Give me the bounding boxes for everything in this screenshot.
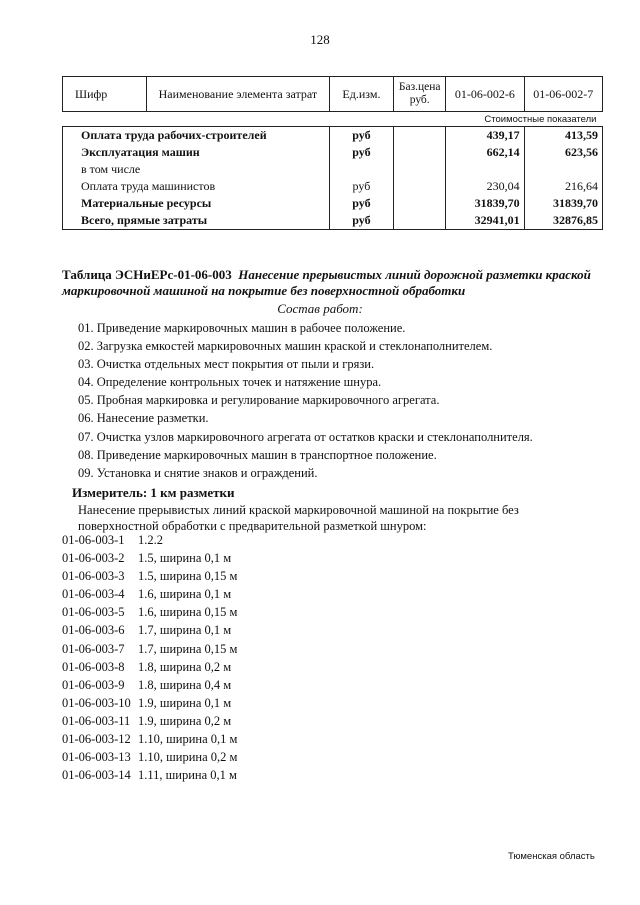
intro-text: Нанесение прерывистых линий краской маркировочной машиной на покрытие без поверхностной обработки с предварительной разметкой шнуром: xyxy=(78,503,519,533)
cell-name: Всего, прямые затраты xyxy=(63,212,330,230)
table-row xyxy=(63,161,603,178)
code-id: 01-06-003-3 xyxy=(62,569,125,584)
cell-value-2: 216,64 xyxy=(524,178,602,195)
code-row xyxy=(62,640,237,658)
code-desc: 1.10, ширина 0,1 м xyxy=(138,732,238,747)
cell-name: Эксплуатация машин xyxy=(63,144,330,161)
code-desc: 1.6, ширина 0,15 м xyxy=(138,605,238,620)
header-unit: Ед.изм. xyxy=(329,77,394,112)
code-row xyxy=(62,694,237,712)
code-id: 01-06-003-1 xyxy=(62,533,125,547)
code-row xyxy=(62,549,237,567)
table-row xyxy=(63,144,603,161)
code-desc: 1.7, ширина 0,1 м xyxy=(138,623,232,638)
code-desc: 1.8, ширина 0,4 м xyxy=(138,677,232,692)
operation-item: 04. Определение контрольных точек и натяжение шнура. xyxy=(78,375,382,390)
cell-name: Материальные ресурсы xyxy=(63,195,330,212)
operation-item: 01. Приведение маркировочных машин в рабочее положение. xyxy=(78,321,406,335)
operation-item: 02. Загрузка емкостей маркировочных машин краской и стеклонаполнителем. xyxy=(78,339,493,354)
code-desc: 1.7, ширина 0,15 м xyxy=(138,641,238,656)
cell-value-2: 32876,85 xyxy=(524,212,602,230)
code-id: 01-06-003-7 xyxy=(62,641,125,656)
table-row xyxy=(63,195,603,212)
operation-item: 09. Установка и снятие знаков и ограждений. xyxy=(78,465,318,480)
section-title-code: Таблица ЭСНиЕРс-01-06-003 xyxy=(62,267,232,282)
code-id: 01-06-003-14 xyxy=(62,768,131,783)
cell-base-price xyxy=(394,144,446,161)
code-row xyxy=(62,621,237,639)
code-row xyxy=(62,766,237,784)
table-row xyxy=(63,178,603,195)
table-header-row xyxy=(63,77,603,112)
code-row xyxy=(62,676,237,694)
code-desc: 1.11, ширина 0,1 м xyxy=(138,768,237,783)
cell-unit: руб xyxy=(329,127,394,145)
cell-name: в том числе xyxy=(63,161,330,178)
cell-base-price xyxy=(394,161,446,178)
code-desc: 1.5, ширина 0,15 м xyxy=(138,569,238,584)
header-col-2: 01-06-002-7 xyxy=(524,77,602,112)
cell-value-2 xyxy=(524,161,602,178)
operation-item: 03. Очистка отдельных мест покрытия от пыли и грязи. xyxy=(78,357,375,372)
cell-unit: руб xyxy=(329,195,394,212)
cell-name: Оплата труда машинистов xyxy=(63,178,330,195)
code-row xyxy=(62,567,237,585)
cell-value-1: 439,17 xyxy=(446,127,524,145)
cell-value-1: 32941,01 xyxy=(446,212,524,230)
header-name: Наименование элемента затрат xyxy=(147,77,330,112)
cell-base-price xyxy=(394,212,446,230)
cell-base-price xyxy=(394,195,446,212)
code-id: 01-06-003-8 xyxy=(62,659,125,674)
page-number: 128 xyxy=(310,32,330,47)
operation-item: 08. Приведение маркировочных машин в транспортное положение. xyxy=(78,447,437,462)
code-desc: 1.9, ширина 0,1 м xyxy=(138,695,232,710)
cell-value-2: 413,59 xyxy=(524,127,602,145)
code-id: 01-06-003-6 xyxy=(62,623,125,638)
cell-unit xyxy=(329,161,394,178)
cell-unit: руб xyxy=(329,212,394,230)
code-id: 01-06-003-4 xyxy=(62,587,125,602)
cell-value-2: 31839,70 xyxy=(524,195,602,212)
header-code: Шифр xyxy=(63,77,147,112)
code-id: 01-06-003-2 xyxy=(62,551,125,566)
operation-item: 06. Нанесение разметки. xyxy=(78,411,209,426)
code-desc: 1.2.2 xyxy=(138,533,163,547)
cell-base-price xyxy=(394,178,446,195)
section-title xyxy=(62,267,610,299)
cell-base-price xyxy=(394,127,446,145)
code-row xyxy=(62,531,237,549)
cell-unit: руб xyxy=(329,144,394,161)
code-desc: 1.8, ширина 0,2 м xyxy=(138,659,232,674)
code-id: 01-06-003-9 xyxy=(62,677,125,692)
table-row xyxy=(63,127,603,145)
code-desc: 1.6, ширина 0,1 м xyxy=(138,587,232,602)
operation-item: 07. Очистка узлов маркировочного агрегата от остатков краски и стеклонаполнителя. xyxy=(78,429,533,444)
code-row xyxy=(62,730,237,748)
meter-label: Измеритель: 1 км разметки xyxy=(72,485,235,500)
code-id: 01-06-003-13 xyxy=(62,750,131,765)
section-title-desc: Нанесение прерывистых линий дорожной разметки краской маркировочной машиной на покрытие без поверхностной обработки xyxy=(62,267,591,298)
cell-value-2: 623,56 xyxy=(524,144,602,161)
cell-value-1 xyxy=(446,161,524,178)
cell-value-1: 31839,70 xyxy=(446,195,524,212)
cell-unit: руб xyxy=(329,178,394,195)
subheader-label: Стоимостные показатели xyxy=(63,112,603,127)
table-row xyxy=(63,212,603,230)
footer-region: Тюменская область xyxy=(508,851,595,862)
cell-name: Оплата труда рабочих-строителей xyxy=(63,127,330,145)
code-id: 01-06-003-12 xyxy=(62,732,131,747)
header-col-1: 01-06-002-6 xyxy=(446,77,524,112)
code-row xyxy=(62,585,237,603)
code-desc: 1.9, ширина 0,2 м xyxy=(138,713,232,728)
operations-list xyxy=(78,319,533,482)
code-id: 01-06-003-11 xyxy=(62,713,131,728)
subheader-row xyxy=(63,112,603,127)
header-base-price: Баз.цена руб. xyxy=(394,77,446,112)
code-row xyxy=(62,712,237,730)
composition-label: Состав работ: xyxy=(277,301,363,316)
codes-list xyxy=(62,531,237,784)
cell-value-1: 662,14 xyxy=(446,144,524,161)
code-row xyxy=(62,603,237,621)
cell-value-1: 230,04 xyxy=(446,178,524,195)
code-row xyxy=(62,748,237,766)
code-row xyxy=(62,658,237,676)
cost-table xyxy=(62,76,603,230)
code-id: 01-06-003-10 xyxy=(62,695,131,710)
code-id: 01-06-003-5 xyxy=(62,605,125,620)
code-desc: 1.5, ширина 0,1 м xyxy=(138,551,232,566)
code-desc: 1.10, ширина 0,2 м xyxy=(138,750,238,765)
operation-item: 05. Пробная маркировка и регулирование маркировочного агрегата. xyxy=(78,393,440,408)
